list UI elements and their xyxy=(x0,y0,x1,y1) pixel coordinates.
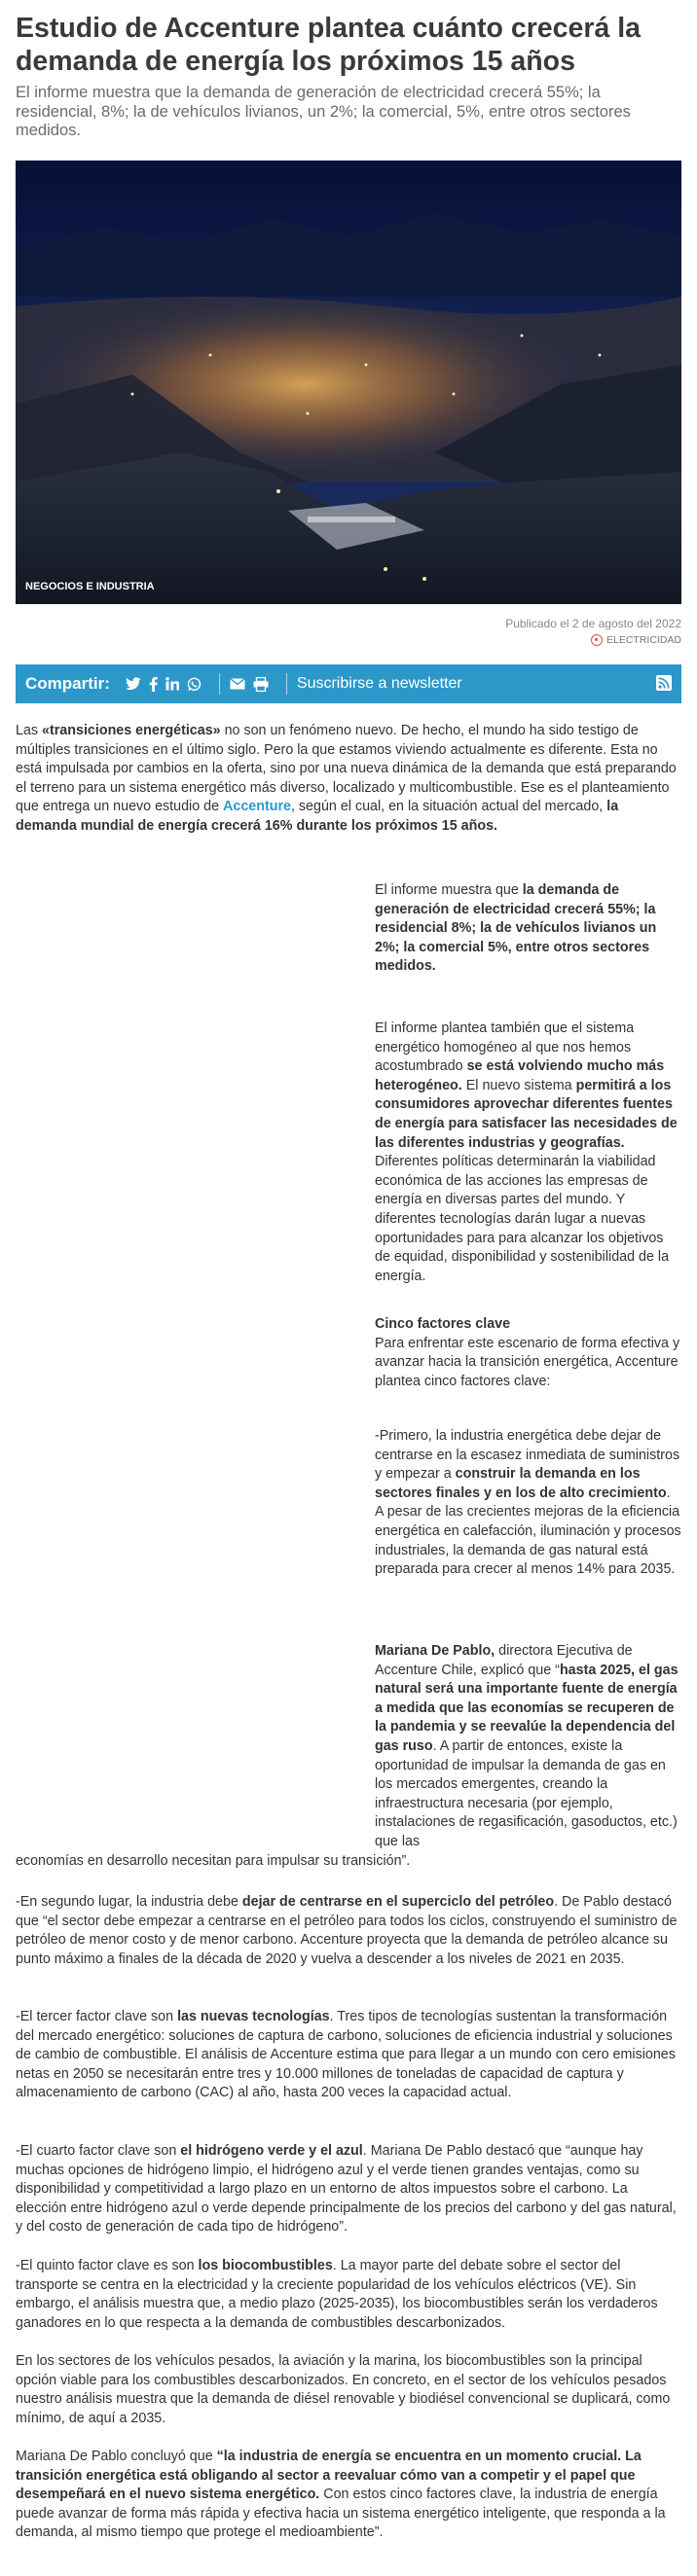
share-label: Compartir: xyxy=(25,674,110,693)
hero-image[interactable] xyxy=(16,161,681,604)
body-paragraph-third-factor: -El tercer factor clave son las nuevas tecnologías. Tres tipos de tecnologías sustentan la transformación del mercado energético: soluciones de captura de carbono, soluciones de eficiencia industrial y soluciones de cambio de combustible. El análisis de Accenture estima que para llegar a un mundo con cero emisiones netas en 2050 se necesitarán entre tres y 10.000 millones de toneladas de capacidad de captura y almacenamiento de carbono (CAC) al año, hasta 200 veces la capacidad actual. xyxy=(16,2009,676,2101)
body-paragraph-intro: Las «transiciones energéticas» no son un fenómeno nuevo. De hecho, el mundo ha sido testigo de múltiples transiciones en el último siglo. Pero la que estamos viviendo actualmente es diferente. Esta no está impulsada por cambios en la oferta, sino por una nueva dinámica de la demanda que está preparando el terreno para un sistema energético más diverso, localizado y multicombustible. Ese es el planteamiento que entrega un nuevo estudio de Accenture, según el cual, en la situación actual del mercado, la demanda mundial de energía crecerá 16% durante los próximos 15 años. xyxy=(16,723,677,834)
body-paragraph-quote: Mariana De Pablo, directora Ejecutiva de Accenture Chile, explicó que “hasta 2025, el gas natural será una importante fuente de energía a medida que las economías se recuperen de la pandemia y se reevalúe la dependencia del gas ruso. A partir de entonces, existe la oportunidad de impulsar la demanda de gas en los mercados emergentes, creando la infraestructura necesaria (por ejemplo, instalaciones de regasificación, gasoductos, etc.) que las xyxy=(375,1643,679,1849)
body-paragraph-factors: Cinco factores clave Para enfrentar este escenario de forma efectiva y avanzar hacia la transición energética, Accenture plantea cinco factores clave: xyxy=(375,1316,680,1389)
section-heading: Cinco factores clave xyxy=(375,1316,511,1332)
body-paragraph-demand: El informe muestra que la demanda de generación de electricidad crecerá 55%; la residencial 8%; la de vehículos livianos un 2%; la comercial 5%, entre otros sectores medidos. xyxy=(375,882,657,975)
newsletter-link[interactable]: Suscribirse a newsletter xyxy=(296,675,462,692)
night-city-photo xyxy=(16,161,681,604)
body-paragraph-fifth-factor: -El quinto factor clave es son los biocombustibles. La mayor parte del debate sobre el sector del transporte se centra en la electricidad y la creciente popularidad de los vehículos eléctricos (VE). Sin embargo, el análisis muestra que, a medio plazo (2025-2035), los biocombustibles serán los verdaderos ganadores en lo que respecta a la demanda de combustibles descarbonizados. xyxy=(16,2258,658,2331)
image-category-label[interactable]: NEGOCIOS E INDUSTRIA xyxy=(25,581,155,592)
body-paragraph-biofuels: En los sectores de los vehículos pesados, la aviación y la marina, los biocombustibles son la principal opción viable para los combustibles descarbonizados. En concreto, en el sector de los vehículos pesados nuestro análisis muestra que la demanda de diésel renovable y biodiésel convencional se duplicará, como mínimo, de aquí a 2035. xyxy=(16,2353,671,2426)
facebook-icon[interactable] xyxy=(149,677,158,692)
body-paragraph-second-factor: -En segundo lugar, la industria debe dejar de centrarse en el superciclo del petróleo. De Pablo destacó que “el sector debe empezar a centrarse en el petróleo para todos los ciclos, construyendo el suministro de petróleo de menor costo y de menor carbono. Accenture proyecta que la demanda de petróleo alcance su punto máximo a finales de la década de 2020 y vuelva a descender a los niveles de 2021 en 2035. xyxy=(16,1894,678,1967)
email-icon[interactable] xyxy=(230,678,245,690)
linkedin-icon[interactable] xyxy=(165,677,179,691)
body-paragraph-heterogeneous: El informe plantea también que el sistema energético homogéneo al que nos hemos acostumbrado se está volviendo mucho más heterogéneo. El nuevo sistema permitirá a los consumidores aprovechar diferentes fuentes de energía para satisfacer las necesidades de las diferentes industrias y geografías. Diferentes políticas determinarán la viabilidad económica de las acciones las empresas de energía en diversas partes del mundo. Y diferentes tecnologías darán lugar a nuevas oportunidades para para alcanzar los objetivos de equidad, disponibilidad y sostenibilidad de la energía. xyxy=(375,1020,678,1284)
body-paragraph-first-factor: -Primero, la industria energética debe dejar de centrarse en la escasez inmediata de suministros y empezar a construir la demanda en los sectores finales y en los de alto crecimiento. A pesar de las crecientes mejoras de la eficiencia energética en calefacción, iluminación y procesos industriales, la demanda de gas natural está preparada para crecer al menos 14% para 2035. xyxy=(375,1428,681,1578)
body-paragraph-conclusion: Mariana De Pablo concluyó que “la industria de energía se encuentra en un momento crucial. La transición energética está obligando al sector a reevaluar cómo van a competir y el papel que desempeñará en el nuevo sistema energético. Con estos cinco factores clave, la industria de energía puede avanzar de forma más rápida y efectiva hacia un sistema energético inteligente, que responda a la demanda, al mismo tiempo que protege el medioambiente”. xyxy=(16,2449,666,2541)
publish-date: Publicado el 2 de agosto del 2022 xyxy=(505,617,681,630)
category-label: ELECTRICIDAD xyxy=(605,634,681,646)
whatsapp-icon[interactable] xyxy=(187,677,202,692)
category-tag[interactable] xyxy=(591,634,681,646)
body-paragraph-fourth-factor: -El cuarto factor clave son el hidrógeno verde y el azul. Mariana De Pablo destacó que “aunque hay muchas opciones de hidrógeno limpio, el hidrógeno azul y el verde tienen grandes ventajas, como su disponibilidad y competitividad a largo plazo en un entorno de altos impuestos sobre el carbono. La elección entre hidrógeno azul o verde depende principalmente de los precios del carbono y del gas natural, y del costo de generación de cada tipo de hidrógeno”. xyxy=(16,2143,677,2236)
accenture-link[interactable]: Accenture xyxy=(223,799,291,815)
bolt-category-icon xyxy=(591,634,603,646)
article-title: Estudio de Accenture plantea cuánto crecerá la demanda de energía los próximos 15 años xyxy=(16,13,641,77)
twitter-icon[interactable] xyxy=(126,677,141,691)
share-separator xyxy=(286,673,287,695)
print-icon[interactable] xyxy=(253,677,269,692)
article-lead: El informe muestra que la demanda de generación de electricidad crecerá 55%; la residencial, 8%; la de vehículos livianos, un 2%; la comercial, 5%, entre otros sectores medidos. xyxy=(16,84,631,139)
body-paragraph-quote-continued: economías en desarrollo necesitan para impulsar su transición”. xyxy=(16,1853,411,1869)
share-separator xyxy=(219,673,220,695)
rss-icon[interactable] xyxy=(656,675,672,696)
share-bar xyxy=(16,664,681,703)
